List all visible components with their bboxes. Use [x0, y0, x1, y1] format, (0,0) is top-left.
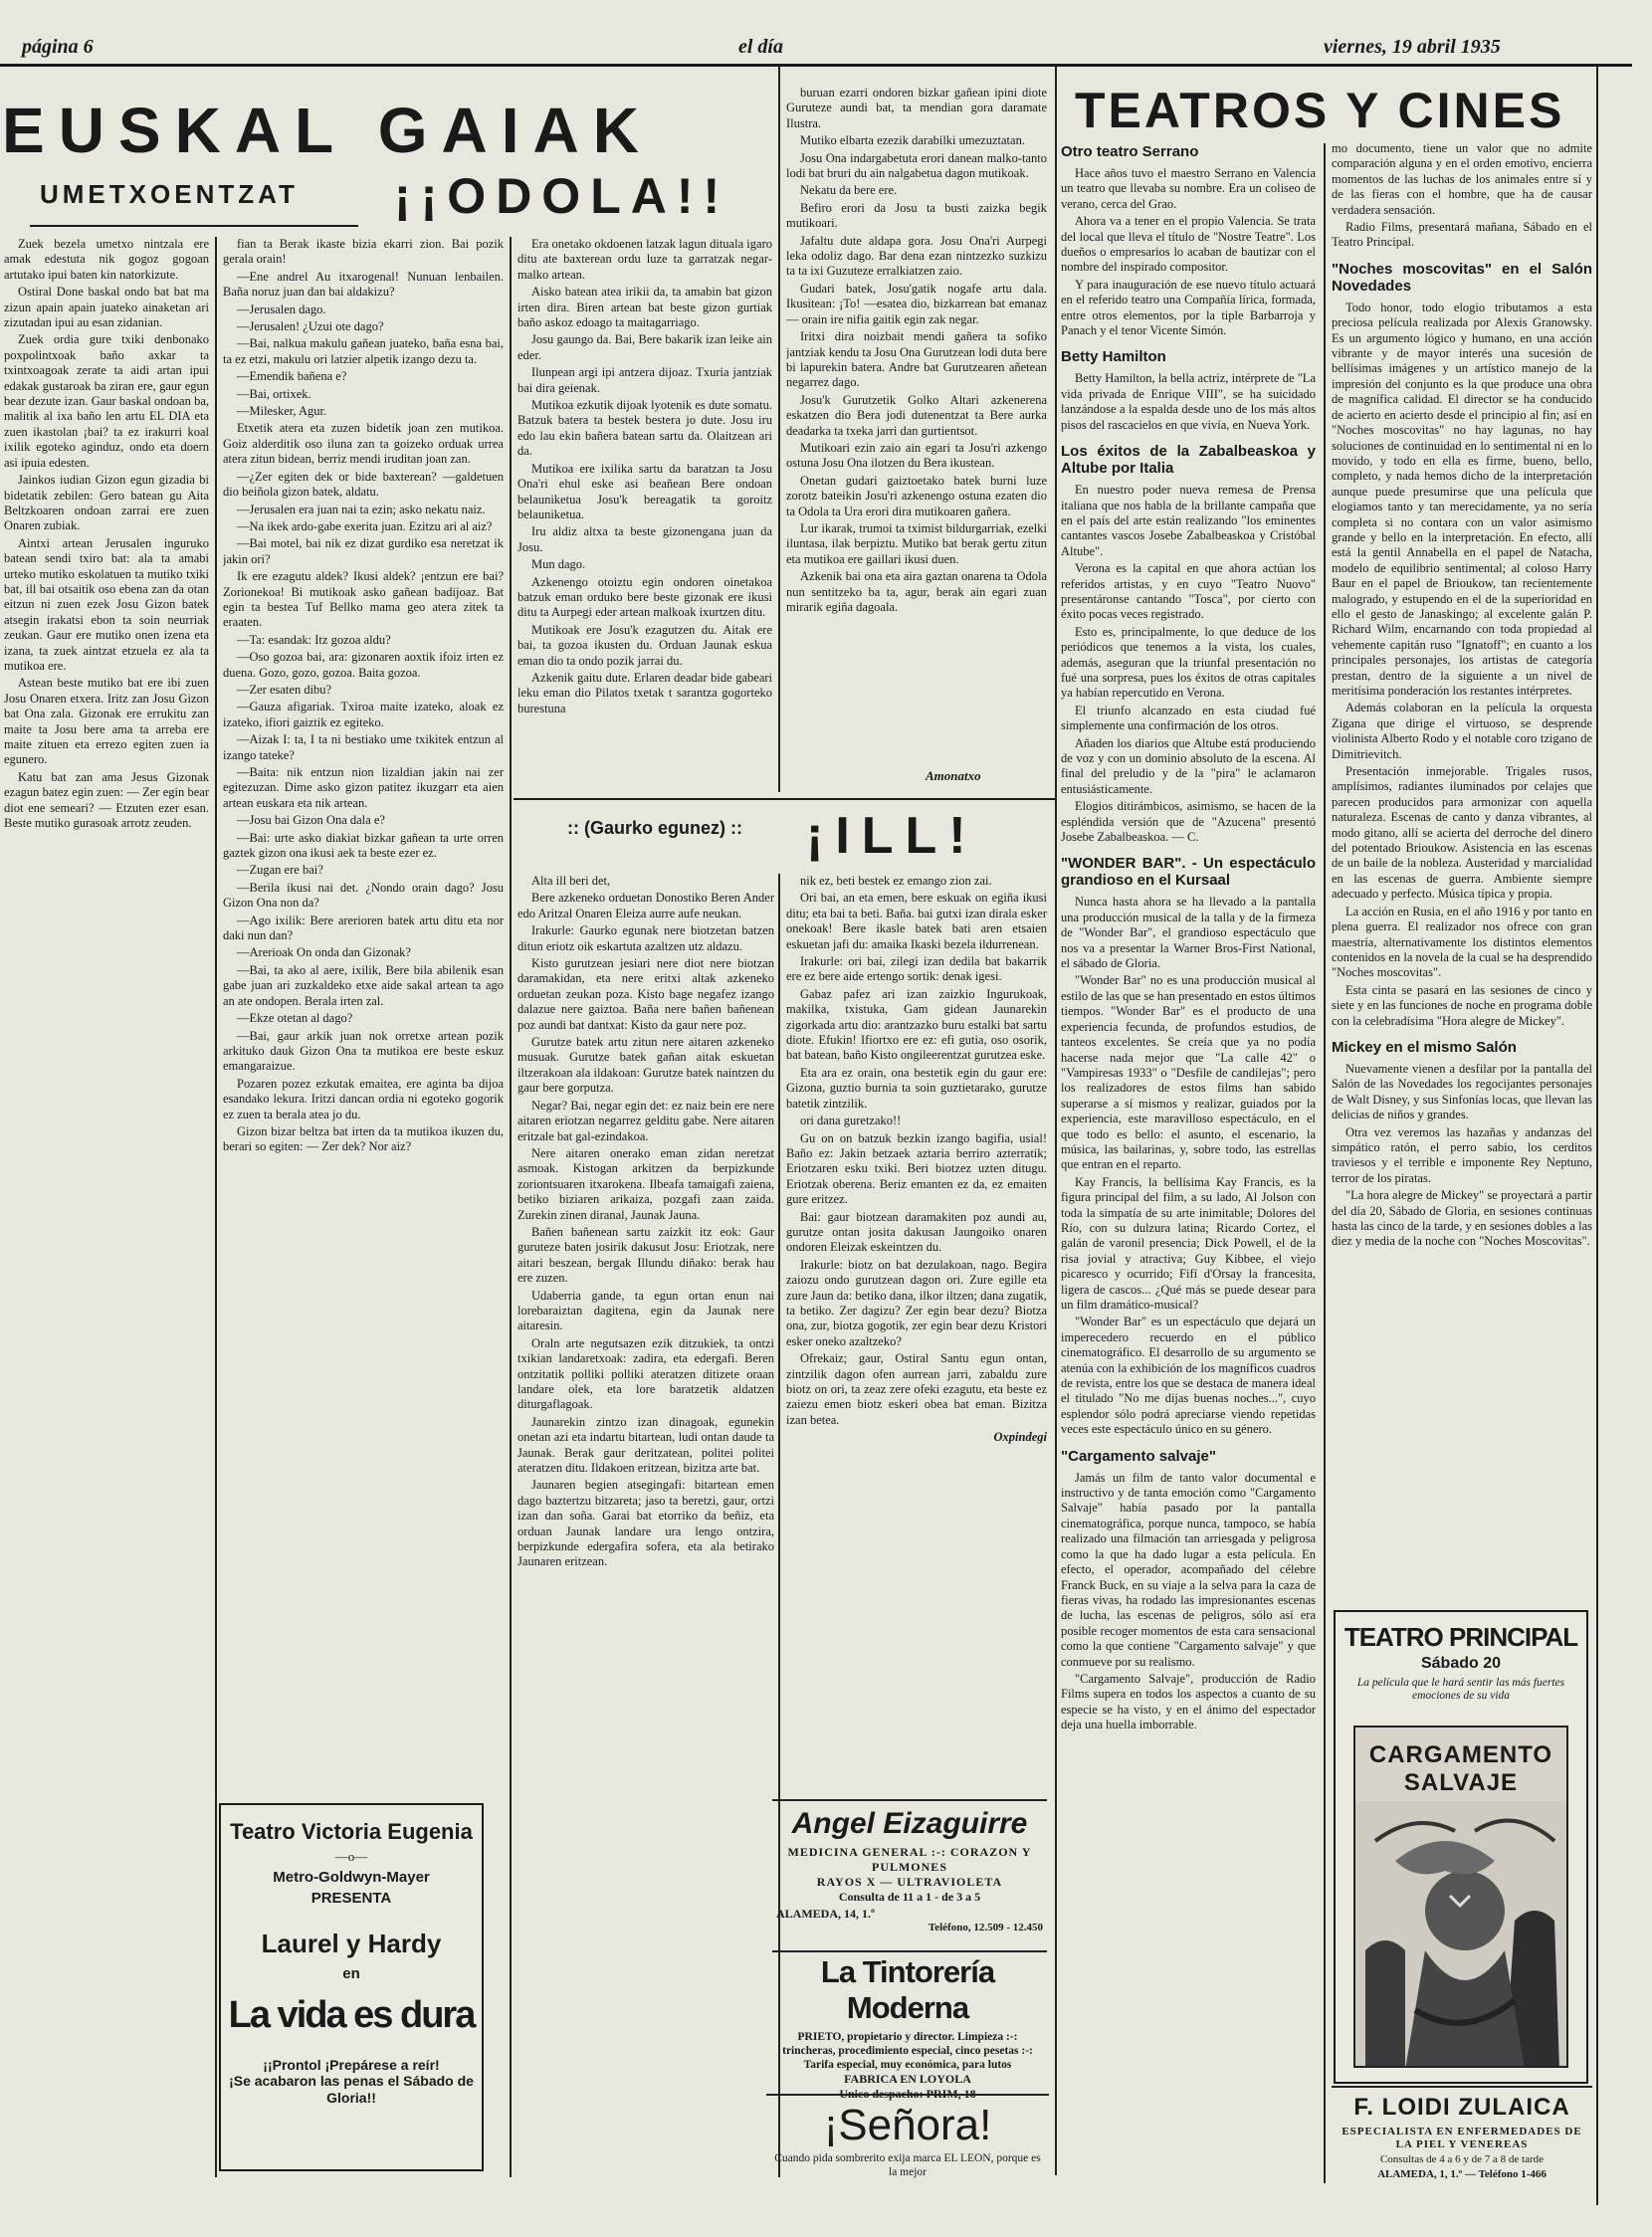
ill-paragraph: Gabaz pafez ari izan zaizkio Ingurukoak, makilka, txistuka, Gam gidean Jaunarekin zigorkada artu dio: arantzazko buru estalki bat sartu diote. Efukin! Ifiortxo ere ez: efi gutia, oso osorik, bat batean, baño Kisto ongileerentzat gurutzea eske.: [786, 986, 1047, 1063]
euskal-paragraph: Ostiral Done baskal ondo bat bat ma zizun apain apain juateko ainaketan ari zizutadan ipui au esan zidanian.: [4, 285, 209, 330]
ad-victoria-studio: Metro-Goldwyn-Mayer: [273, 1869, 430, 1886]
masthead-rule: [0, 64, 1632, 67]
teatros-column-1: [1061, 141, 1316, 2221]
ad-angel-name: Angel Eizaguirre: [791, 1807, 1028, 1840]
ad-victoria-sep: —o—: [334, 1849, 368, 1864]
teatros-paragraph: Esta cinta se pasará en las sesiones de cinco y siete y en las funciones de noche en programa doble con la celebradísima "Hora alegre de Mickey".: [1332, 982, 1592, 1028]
ill-column-2: [786, 874, 1047, 1787]
euskal-paragraph: Gizon bizar beltza bat irten da ta mutikoa ikuzen du, berari so egiten: — Zer dek? Nor aiz?: [223, 1123, 504, 1154]
euskal-paragraph: Befiro erori da Josu ta busti zaizka begik mutikoari.: [786, 200, 1047, 231]
euskal-paragraph: Josu'k Gurutzetik Golko Altari azkenerena eskatzen dio Bera jodi dutenentzat ta Bere aurka deadarka ta txeka jarri dan gurtientsot.: [786, 392, 1047, 438]
euskal-paragraph: Jainkos iudian Gizon egun gizadia bi bidetatik zebilen: Gero batean gu Aita Beltzkoaren ondoan zarrai ere zuen Onaren zubiak.: [4, 473, 209, 533]
teatros-paragraph: El triunfo alcanzado en esta ciudad fué simplemente una confirmación de los otros.: [1061, 703, 1316, 733]
ad-tintoreria-text: PRIETO, propietario y director. Limpieza :-: trincheras, procedimiento especial, cinco pesetas :-: Tarifa especial, muy económica, para lutos: [782, 2031, 1033, 2071]
ill-top-rule: [514, 798, 1055, 800]
euskal-gaiak-title: EUSKAL GAIAK: [2, 95, 653, 166]
euskal-paragraph: —Ta: esandak: Itz gozoa aldu?: [237, 632, 391, 647]
ad-tintoreria: [766, 1954, 1049, 2101]
ill-paragraph: Jaunaren begien atsegingafi: bitartean emen dago baztertzu bitzareta; jaso ta beretzi, gaur, ortzi izan dan soña. Garai bat etorriko da beñiz, eta orduan Jaunak landare ura lengo ontzira, berpizkunde edergafira sofera, eta ala betirako Jaunaren eritzean.: [517, 1478, 774, 1569]
ad-victoria-theatre: Teatro Victoria Eugenia: [230, 1819, 473, 1844]
ad-principal-poster: [1353, 1726, 1568, 2068]
teatros-heading: Betty Hamilton: [1061, 348, 1166, 366]
column-divider: [778, 66, 780, 792]
ill-paragraph: Oraln arte negutsazen ezik ditzukiek, ta ontzi txikian landaretxoak: zadira, eta edergafi. Beren ontzitatik polliki polliki ateratzen ditizete oraan landare olek, eta lore baratzetik aldatzen diturgaflagoak.: [517, 1335, 774, 1412]
ad-principal-film-title: SALVAJE: [1403, 1769, 1519, 1796]
ad-principal-theatre: TEATRO PRINCIPAL: [1343, 1622, 1578, 1652]
teatros-heading: "Noches moscovitas" en el Salón Novedades: [1332, 260, 1592, 295]
ad-senora-title: ¡Señora!: [823, 2101, 992, 2149]
euskal-paragraph: Josu gaungo da. Bai, Bere bakarik izan leike ain eder.: [517, 332, 772, 362]
teatros-paragraph: En nuestro poder nueva remesa de Prensa italiana que nos habla de la brillante campaña que en el país del arte están realizando "los eminentes cantantes vascos Josebe Zabalbeaskoa y Cristóbal Altube".: [1061, 483, 1316, 558]
euskal-paragraph: Lur ikarak, trumoi ta tximist bildurgarriak, ezelki iluntasa, ilak berpiztu. Mutiko bat berak gertu zitun eta mutikoa ere gaillari ikusi duen.: [786, 520, 1047, 566]
euskal-paragraph: —Bai, ta ako al aere, ixilik, Bere bila abilenik esan gabe juan ari zuzkaldeko etxe aide sakal artean ta ago an ate ondopen. Berala irten zal.: [223, 962, 504, 1008]
ad-angel-eizaguirre: [772, 1799, 1047, 1952]
teatros-paragraph: La acción en Rusia, en el año 1916 y por tanto en plena guerra. El realizador nos ofrece con gran maestría, alternativamente los distintos elementos contenidos en la novela de la cual se ha desprendido "Noches moscovitas".: [1332, 904, 1592, 980]
teatros-paragraph: Presentación inmejorable. Trigales rusos, amplísimos, radiantes iluminados por celajes que parecen producidos para armonizar con aquella naturaleza. Escenas de canto y danza vibrantes, al modo gitano, allí se acierta del derroche del dinero del potentado Brioukow. Asistencia en las escenas de un baile de la nobleza. Austeridad y marcialidad en las escenas de guerra. Ambiente siempre adecuado y perfecto. Música típica y propia.: [1332, 764, 1592, 902]
teatros-paragraph: Además colaboran en la película la orquesta Zigana que dirige el virtuoso, se desprende violinista Alberto Rodo y el notable coro tzigano de Dimitrievitch.: [1332, 701, 1592, 761]
teatros-heading: "Cargamento salvaje": [1061, 1447, 1216, 1465]
ad-angel-line: RAYOS X — ULTRAVIOLETA: [816, 1875, 1003, 1889]
euskal-paragraph: Mutikoari ezin zaio ain egari ta Josu'ri azkengo ostuna Josu Ona ilotzen du Bera ikustean.: [786, 440, 1047, 471]
ill-paragraph: Jaunarekin zintzo izan dinagoak, egunekin onetan azi eta indartu bitartean, ludi ontan daude ta Jaunak. Berak gaur deritzatean, politei politei ateratzen ditu. Ildakoen eritzean, bizitza arte bat.: [517, 1414, 774, 1476]
euskal-paragraph: Ilunpean argi ipi antzera dijoaz. Txuria jantziak bai dira geienak.: [517, 365, 772, 395]
jungle-illustration: [1355, 1801, 1566, 2068]
ad-tintoreria-office: Unico despacho: PRIM, 18: [839, 2087, 976, 2101]
teatros-paragraph: "Wonder Bar" es un espectáculo que dejará un imperecedero recuerdo en el público cinematográfico. El desarrollo de su argumento se atenúa con la exhibición de los magníficos cuadros de revista, entre los que se destaca de manera ideal el titulado "No me dijas buenas noches...", cuyo esplendor sólo podrá apreciarse viendo repetidas veces este espectáculo único en su género.: [1061, 1315, 1316, 1437]
page-number: página 6: [22, 36, 94, 58]
euskal-paragraph: —Jerusalen era juan nai ta ezin; asko nekatu naiz.: [237, 502, 486, 516]
euskal-paragraph: —Zugan ere bai?: [237, 863, 323, 878]
teatros-paragraph: Elogios ditirámbicos, asimismo, se hacen de la espléndida versión que de "Azucena" presentó Josebe Zabalbeaskoa. — C.: [1061, 799, 1316, 845]
newspaper-name: el día: [738, 36, 783, 58]
teatros-paragraph: Y para inauguración de ese nuevo título actuará en el referido teatro una Compañía lírica, formada, entre otros elementos, por la tiple Barbarroja y Panach y el tenor Vicente Simón.: [1061, 277, 1316, 338]
teatros-paragraph: Otra vez veremos las hazañas y andanzas del simpático ratón, el perro sabio, los cerditos traviesos y el terrible e imponente Rey Neptuno, terror de los piratas.: [1332, 1124, 1592, 1185]
euskal-paragraph: Pozaren pozez ezkutak emaitea, ere aginta ba dijoa esandako lekura. Iritzi dancan ordia ni egoteko gogorik ez zuen ta berala atea jo du.: [223, 1076, 504, 1121]
euskal-paragraph: fian ta Berak ikaste bizia ekarri zion. Bai pozik gerala orain!: [223, 237, 504, 267]
teatros-paragraph: Nunca hasta ahora se ha llevado a la pantalla una producción musical de la talla y de la firmeza de "Wonder Bar", el grandioso espectáculo que nos va a presentar la Warner Bros-First National, el sábado de Gloria.: [1061, 895, 1316, 971]
ad-angel-phone: Teléfono, 12.509 - 12.450: [928, 1922, 1043, 1933]
euskal-paragraph: Mun dago.: [531, 557, 586, 572]
ill-paragraph: Alta ill beri det,: [531, 874, 611, 888]
euskal-paragraph: Nekatu da bere ere.: [800, 183, 898, 198]
euskal-paragraph: Era onetako okdoenen latzak lagun dituala igaro ditu ate baxterean ordu luze ta garratzak negar-malko artean.: [517, 237, 772, 282]
euskal-paragraph: —Jerusalen! ¿Uzui ote dago?: [237, 319, 384, 334]
ad-tintoreria-factory: FABRICA EN LOYOLA: [844, 2072, 971, 2086]
gaurko-egunez-label: :: (Gaurko egunez) ::: [567, 818, 742, 838]
euskal-paragraph: Ik ere ezagutu aldek? Ikusi aldek? ¡entzun ere bai? Zorionekoa! Bi mutikoak asko gañean badijoaz. Bat egin ta bestea Tuf Bellko mama geo atera zitek ta eraaten.: [223, 569, 504, 630]
euskal-paragraph: Mutikoak ere Josu'k ezagutzen du. Aitak ere bai, ta gozoa ikusten du. Orduan Jaunak eskua eman dio ta ondo pozik jarrai du.: [517, 622, 772, 668]
teatros-paragraph: Hace años tuvo el maestro Serrano en Valencia un teatro que llevaba su nombre. Era un coliseo de verano, cerca del Grao.: [1061, 166, 1316, 211]
euskal-paragraph: —Milesker, Agur.: [237, 404, 327, 419]
issue-date: viernes, 19 abril 1935: [1324, 36, 1501, 58]
euskal-paragraph: Zuek bezela umetxo nintzala ere amak edestuta nik gogoz gogoan artutako ipui baten kin natorkizute.: [4, 237, 209, 282]
euskal-paragraph: Iritxi dira noizbait mendi gañera ta sofiko jantziak kendu ta Josu Ona Gurutzean lodi duta bere bi lapurekin batera. Andre bat Gurutzearen añetean negarrez dago.: [786, 329, 1047, 390]
euskal-paragraph: —Jerusalen dago.: [237, 302, 326, 316]
ill-paragraph: Gu on on batzuk bezkin izango bagifia, usial! Baño ez: Jakin betzaek aztaria berriro azterratik; Eriotzaren esku txiki. Beri biotzez uzten ditugu. Eriotzak oberena. Beriz emanten ez da, ez emaiten gure eritzez.: [786, 1130, 1047, 1207]
ill-signature: Oxpindegi: [993, 1430, 1047, 1445]
ill-paragraph: nik ez, beti bestek ez emango zion zai.: [800, 874, 992, 888]
column-divider: [1324, 143, 1326, 2183]
teatros-heading: "WONDER BAR". - Un espectáculo grandioso en el Kursaal: [1061, 855, 1316, 890]
ad-victoria-en: en: [342, 1965, 360, 1982]
euskal-paragraph: —Bai: urte asko diakiat bizkar gañean ta urte orren gaztek gizon ona ikusi aek ta beste ezer ez.: [223, 830, 504, 861]
euskal-paragraph: Astean beste mutiko bat ere ibi zuen Josu Onaren etxera. Iritz zan Josu Gizon bat Ona zala. Gizonak ere errukitu zan maite ta Josu bere ama ta arreba ere maite zituen eta errezo egiten zuen ia egunero.: [4, 676, 209, 767]
ad-senora-text: Cuando pida sombrerito exija marca EL LEON, porque es la mejor: [774, 2152, 1041, 2178]
teatros-paragraph: Añaden los diarios que Altube está produciendo de voz y con un dominio absoluto de la escena. Al final del preludio y de la "pira" le aclamaron entusiásticamente.: [1061, 735, 1316, 796]
ad-principal-tagline: La película que le hará sentir las más fuertes emociones de su vida: [1356, 1677, 1565, 1702]
teatros-title: TEATROS Y CINES: [1075, 83, 1565, 138]
euskal-paragraph: —Aizak I: ta, I ta ni bestiako ume txikitek entzun al izango tateke?: [223, 732, 504, 762]
signature: Amonatxo: [926, 768, 981, 783]
ad-victoria-presents: PRESENTA: [310, 1890, 392, 1907]
ill-paragraph: Eta ara ez orain, ona bestetik egin du gaur ere: Gizona, guztio burnia ta soin guztietarako, gurutze batetik zintzilik.: [786, 1065, 1047, 1111]
euskal-paragraph: —¿Zer egiten dek or bide baxterean? —galdetuen dio beiñola gizon batek, aldatu.: [223, 469, 504, 500]
euskal-paragraph: —Emendik bañena e?: [237, 369, 347, 384]
ad-loidi-specialty: ESPECIALISTA EN ENFERMEDADES DE LA PIEL Y VENEREAS: [1342, 2126, 1582, 2150]
euskal-paragraph: —Bai, gaur arkik juan nok orretxe artean pozik arkituko dauk Gizon Ona ta mutikoa ere beste eskuz emangaraizue.: [223, 1028, 504, 1074]
euskal-paragraph: —Ekze otetan al dago?: [237, 1011, 353, 1026]
euskal-paragraph: Mutikoa ezkutik dijoak lyotenik es dute somatu. Batzuk batera ta bestek bestera jo dute. Josu iru edo lau ekin bañera batean sartu da. Olaitzean ari da.: [517, 398, 772, 459]
euskal-paragraph: —Bai motel, bai nik ez dizat gurdiko esa neretzat ik jakin ori?: [223, 536, 504, 566]
ill-paragraph: Irakurle: ori bai, zilegi izan dedila bat bakarrik ere ez bere aide ertengo sortik: denak igesi.: [786, 954, 1047, 984]
euskal-paragraph: —Zer esaten dibu?: [237, 682, 332, 697]
euskal-paragraph: Iru aldiz altxa ta beste gizonengana juan da Josu.: [517, 524, 772, 554]
teatros-paragraph: Radio Films, presentará mañana, Sábado en el Teatro Principal.: [1332, 220, 1592, 250]
euskal-paragraph: Zuek ordia gure txiki denbonako poxpolintxoak baño axkar ta txintxoagoak zerate ta aidi artan ipui edakak gustaroak ba ziran ere, gaur egun bear dezute izan. Gaur baskal ondoan ba, malitik al ixa baño len artu EL DIA eta zuen ikastolan ¡bai? ta ez irakurri koal ixilik egoteko aginduz, ondo eta doern asi ipuia edesten.: [4, 332, 209, 470]
euskal-column-4: [786, 86, 1047, 762]
teatros-paragraph: "La hora alegre de Mickey" se proyectará a partir del día 20, Sábado de Gloria, en sesiones continuas hasta las cinco de la tarde, y en sesiones dobles a las diez y media de la noche con "Noches Moscovitas".: [1332, 1188, 1592, 1249]
ill-paragraph: Negar? Bai, negar egin det: ez naiz bein ere nere aitaren eriotzan negarrez gelditu gabe. Nere aitaren eritzale bat gal-ezindakoa.: [517, 1098, 774, 1143]
ad-teatro-principal: [1334, 1610, 1588, 2084]
ad-angel-address: ALAMEDA, 14, 1.º: [776, 1907, 875, 1921]
ill-paragraph: Irakurle: biotz on bat dezulakoan, nago. Begira zaiozu ondo gurutzean dagon ori. Zure egille eta zure Jaun da: betiko dana, ilkor iltzen; dana zugatik, ta betiko. Zer dagizu? Zer egin bear dezu? Biotza ona, zur, biotza gogotik, zer egin bear dezu Kristori esker oneko azaltzeko?: [786, 1257, 1047, 1348]
teatros-paragraph: Todo honor, todo elogio tributamos a esta preciosa película realizada por Alexis Granowsky. Es un argumento lógico y humano, en una acción vibrante y de mayor interés una sucesión de bellísimas imágenes y un artístico manejo de la impresión del conjunto es la que produce una obra de magnífica calidad. El director se ha conducido de acierto en acierto desde el principio al fin; así en "Noches moscovitas" no hay lagunas, no hay soluciones de continuidad en lo sentimental ni en lo movido, y todo en ella es firme, bueno, bello, completo, y nada hemos dicho de la interpretación aunque puede presumirse que una película que elogiamos tanto y tan merecidamente, ya no sería completa si no contara con un valor asimismo grande y bello en la interpretación. En efecto, allí está la gentil Annabella en el papel de Natacha, modelo de equilibrio sentimental; al coloso Harry Baur en el papel de Brioukow, tan recientemente malogrado, y estupendo en el de la superioridad en ello el gesto de Janaskingo; al excelente galán P. Richard Wilm, encarnando con toda propiedad al vehemente capitán ruso "Ignatoff"; en cuanto a los principales personajes, los artistas de categoría prestan, dentro de la siguiente a un nivel de meritísima ponderación los restantes intérpretes.: [1332, 300, 1592, 698]
ad-senora: [766, 2102, 1049, 2201]
teatros-paragraph: Betty Hamilton, la bella actriz, intérprete de "La vida privada de Enrique VIII", se ha suicidado lanzándose a la espalda desde uno de los más altos pisos del rascacielos en que vivía, en Nueva York.: [1061, 371, 1316, 432]
euskal-paragraph: —Gauza afigariak. Txiroa maite izateko, aloak ez izateko, ifiori gaiztik ez egiteko.: [223, 700, 504, 729]
ill-paragraph: Bai: gaur biotzean daramakiten poz aundi au, gurutze ontan josita dakusan Jaungoiko onaren ondoren Eleizak eskeintzen du.: [786, 1209, 1047, 1255]
ill-title: ¡ILL!: [806, 807, 978, 865]
ill-paragraph: ori dana guretzako!!: [800, 1114, 902, 1128]
ad-victoria-film: La vida es dura: [228, 1994, 475, 2036]
teatros-paragraph: Verona es la capital en que ahora actúan los referidos artistas, y en cuyo "Teatro Nuovo" presentáronse cantando "Tosca", por cierto con éxito pocas veces registrado.: [1061, 561, 1316, 622]
ad-angel-line: MEDICINA GENERAL :-: CORAZON Y PULMONES: [787, 1845, 1032, 1874]
euskal-paragraph: Aintxi artean Jerusalen inguruko batean sendi txiro bat: ala ta amabi urteko mutiko eskolatuen ta mutiko txiki bat, ill bai otsaitik oso ebena zan da otan eitzun ni zuen ezek Josu Gizon batek atsegin irakatsi ebon ta soin neurriak zeukan. Gaur ere mutiko onen izena eta izana, ta zuek aintzat etzuela ez ala ta mutikoa ere.: [4, 535, 209, 673]
ill-paragraph: Ofrekaiz; gaur, Ostiral Santu egun ontan, zintzilik dagon ofen aurrean jarri, zabaldu zure biotz on ori, ta zeaz zere ofeki ezagutu, eta beste ez zaiezu emen biotz eskeri obea bat eman. Bizitza izan betea.: [786, 1351, 1047, 1427]
ad-principal-day: Sábado 20: [1420, 1655, 1502, 1672]
ad-angel-line: Consulta de 11 a 1 - de 3 a 5: [838, 1890, 981, 1904]
euskal-paragraph: —Na ikek ardo-gabe exerita juan. Ezitzu ari al aiz?: [237, 518, 493, 533]
euskal-paragraph: Jafaltu dute aldapa gora. Josu Ona'ri Aurpegi leka odoliz dago. Bar dena ezan nintzezko suzkizu ta ta ixi Guzuteze erralkiatzen zaio.: [786, 233, 1047, 279]
column-divider: [1055, 66, 1057, 2175]
euskal-paragraph: —Arerioak On onda dan Gizonak?: [237, 945, 411, 960]
euskal-paragraph: —Ago ixilik: Bere arerioren batek artu ditu eta nor daki nun dan?: [223, 913, 504, 943]
teatros-paragraph: Jamás un film de tanto valor documental e instructivo y de tanta emoción como "Cargamento Salvaje" había pasado por la pantalla cinematográfica, porque nunca, tampoco, se había realizado una filmación tan arriesgada y peligrosa como la que ha dado lugar a esta película. En efecto, el operador, acompañado del célebre Franck Buck, en su viaje a la selva para la caza de fieras vivas, ha rodado las impresionantes escenas de lucha, las escenas de peligros, sólo así era posible recoger momentos de esta cara sensacional como la que contiene "Cargamento salvaje" y que conmueve por su realismo.: [1061, 1470, 1316, 1669]
teatros-heading: Los éxitos de la Zabalbeaskoa y Altube por Italia: [1061, 443, 1316, 478]
ad-victoria-tagline: ¡¡Prontol ¡Prepárese a reír!: [263, 2057, 440, 2073]
euskal-paragraph: Aisko batean atea irikii da, ta amabin bat gizon irten dira. Biren artean bat beste gizon gurtiak baño askoz edoago ta maitagarriago.: [517, 285, 772, 330]
teatros-paragraph: "Cargamento Salvaje", producción de Radio Films supera en todos los aspectos a cuanto de su especie se ha visto, y en el ánimo del espectador deja una huella imborrable.: [1061, 1671, 1316, 1732]
euskal-paragraph: —Josu bai Gizon Ona dala e?: [237, 813, 385, 828]
teatros-paragraph: Esto es, principalmente, lo que deduce de los periódicos que tenemos a la vista, los cuales, además, aseguran que la triunfal presentación no fué una sorpresa, pues los éxitos de otras capitales ya habían repercutido en Verona.: [1061, 624, 1316, 701]
ill-paragraph: Irakurle: Gaurko egunak nere biotzetan batzen ditun eriotz oik eskartuta azaltzen utz aldazu.: [517, 923, 774, 953]
column-divider: [215, 237, 217, 2177]
ad-victoria-stars: Laurel y Hardy: [261, 1929, 442, 1958]
ad-tintoreria-name: La Tintorería Moderna: [820, 1954, 995, 2025]
ad-victoria-tagline: ¡Se acabaron las penas el Sábado de Gloria!!: [229, 2073, 474, 2106]
ad-teatro-victoria-eugenia: [219, 1803, 484, 2171]
ad-principal-film-title: CARGAMENTO: [1368, 1741, 1553, 1768]
euskal-paragraph: Azkenengo otoiztu egin ondoren oinetakoa batzuk eman orduko bere beste gizonak ere ikusi ditu ta Aurpegi eder artean malkoak ixurtzen ditu.: [517, 574, 772, 620]
odola-title: ¡¡ODOLA!!: [394, 168, 730, 224]
euskal-paragraph: —Ene andrel Au itxarogenal! Nunuan lenbailen. Baña noruz juan dan bai aldakizu?: [223, 269, 504, 300]
ad-loidi-hours: Consultas de 4 a 6 y de 7 a 8 de tarde: [1379, 2153, 1545, 2165]
euskal-column-3: [517, 237, 772, 794]
euskal-paragraph: buruan ezarri ondoren bizkar gañean ipini diote Guruteze aundi bat, ta mendian gora daramate Ilustra.: [786, 86, 1047, 130]
euskal-column-2: [223, 237, 504, 1799]
ill-paragraph: Gurutze batek artu zitun nere aitaren azkeneko musuak. Gurutze batek gañan aitak eskuetan iltzerakoan ala ildakoan: Gurutze batek naintzen du gaur bere gorputza.: [517, 1035, 774, 1096]
euskal-paragraph: Mutikoa ere ixilika sartu da baratzan ta Josu Ona'ri ehul eske asi beañean Bere ondoan belauniketua Josu'k bereagatik ta goroitz belauniketua.: [517, 461, 772, 521]
teatros-heading: Mickey en el mismo Salón: [1332, 1038, 1517, 1056]
euskal-paragraph: Azkenik bai ona eta aira gaztan onarena ta Odola nun sentitzeko ba ta, agur, berak ain egari zuan mirarik egiña dagoala.: [786, 569, 1047, 614]
teatros-paragraph: mo documento, tiene un valor que no admite comparación alguna y en el orden emotivo, encierra momentos de las luchas de los animales entre sí y de las fieras con el hombre, que ha de causar verdadera sensación.: [1332, 141, 1592, 217]
column-divider: [510, 237, 512, 2177]
umetxoentzat-label: UMETXOENTZAT: [40, 179, 299, 209]
ad-loidi-address: ALAMEDA, 1, 1.º — Teléfono 1-466: [1377, 2168, 1547, 2180]
ill-paragraph: Bañen bañenean sartu zaizkit itz eok: Gaur guruteze baten josirik dakusut Josu: Eriotzak, nere aitari beszean, bergak Illundu diñako: berak hau ere zuzen.: [517, 1224, 774, 1286]
teatros-heading: Otro teatro Serrano: [1061, 143, 1199, 160]
euskal-paragraph: Etxetik atera eta zuzen bidetik joan zen mutikoa. Goiz alderditik oso iluna zan ta goizeko orduak urrea atera zitun bidean, berriz mendi iruditan joan zan.: [223, 421, 504, 467]
euskal-paragraph: Gudari batek, Josu'gatik nogafe artu dala. Ikusitean: ¡To! —esatea dio, bizkarrean bat emanaz— orain ire nifia gaitik egin zak negar.: [786, 281, 1047, 326]
ill-paragraph: Ori bai, an eta emen, bere eskuak on egiña ikusi ditu; eta bai ta beti. Baña. bai gutxi izan dirala esker onekoak! Bere ikasle batek bati aren etsaien eskuetan jafi du: amaika Ikaski bezela ildurrenean.: [786, 891, 1047, 951]
ill-paragraph: Kisto gurutzean jesiari nere diot nere biotzan daramakidan, eta nere eritxi altak azkeneko orduetan zeukan poza. Kisto bage negafez izango dalazue nere gaiztoa. Baña nere bañen bañenean poz aundi bat dantxat: Kisto da gaur nere poz.: [517, 956, 774, 1032]
teatros-paragraph: Ahora va a tener en el propio Valencia. Se trata del local que lleva el título de "Nostre Teatre". Los dueños o empresarios lo acaban de bautizar con el nombre del inspirado compositor.: [1061, 214, 1316, 275]
ad-loidi-name: F. LOIDI ZULAICA: [1353, 2094, 1570, 2121]
ill-paragraph: Udaberria gande, ta egun ortan enun nai lorebaraiztan dagitena, egin da Jaunak nere aitaresin.: [517, 1288, 774, 1333]
euskal-paragraph: Mutiko elbarta ezezik darabilki umezuztatan.: [800, 133, 1025, 148]
page-right-border: [1596, 66, 1598, 2205]
ill-paragraph: Nere aitaren onerako eman zidan neretzat asmoak. Kistogan arkitzen da berpizkunde zoriontsuaren itxarokena. Ilbeafa tamaigafi zaiena, betiko biziaren arikaiza, pozgafi zaan zaida. Zurekin zinen diranal, Jaunak Jauna.: [517, 1145, 774, 1222]
teatros-paragraph: "Wonder Bar" no es una producción musical al estilo de las que se han presentado en estos últimos tiempos. "Wonder Bar" es el producto de una experiencia fecunda, de profundos estudios, de tanteos excelentes. Se creía que ya no podía hacerse nada mejor que "La calle 42" o "Vampiresas 1933" o "Desfile de candilejas"; pero los realizadores de estos films han sabido superarse a sí mismos y realizar, guiados por la experiencia, este maravilloso espectáculo, en el que todo es bello: el asunto, el escenario, la música, las bailarinas, y, sobre todo, las estrellas que entran en el reparto.: [1061, 973, 1316, 1172]
teatros-paragraph: Nuevamente vienen a desfilar por la pantalla del Salón de las Novedades los regocijantes personajes de Walt Disney, y sus Sinfonías locas, que llevan las delicias de niños y grandes.: [1332, 1061, 1592, 1122]
ad-loidi-zulaica: [1332, 2086, 1592, 2227]
euskal-paragraph: Azkenik gaitu dute. Erlaren deadar bide gabeari leku eman dio Pilatos txetak t sarantza gogorteko burestuna: [517, 670, 772, 715]
euskal-paragraph: —Bai, nalkua makulu gañean juateko, baña esna bai, ta ez etzi, makulu ori latzier alpetik izango dezu ta.: [223, 336, 504, 366]
euskal-paragraph: —Berila ikusi nai det. ¿Nondo orain dago? Josu Gizon Ona non da?: [223, 880, 504, 911]
ill-paragraph: Bere azkeneko orduetan Donostiko Beren Ander edo Aritzal Onaren Eleiza aurre aufe neukan.: [517, 891, 774, 920]
euskal-paragraph: Katu bat zan ama Jesus Gizonak ezagun batez egin zuen: — Zer egin bear diot ene semeari? — Etzuten ezer esan. Beste mutiko gurasoak arrotz zeuden.: [4, 769, 209, 831]
euskal-paragraph: —Oso gozoa bai, ara: gizonaren aoxtik ifoiz irten ez duena. Gozo, gozo, gozoa. Baita gozoa.: [223, 650, 504, 680]
euskal-column-1: [4, 237, 209, 1829]
euskal-title-rule: [30, 225, 358, 227]
euskal-paragraph: —Baita: nik entzun nion lizaldian jakin nai zer egitezuzan. Dime asko gizon patitez ikuzgarr eta aien artean euskara eta nik artean.: [223, 765, 504, 810]
euskal-paragraph: Josu Ona indargabetuta erori danean malko-tanto lodi bat bruri du ain nalgabetua dagon mutikoak.: [786, 150, 1047, 181]
euskal-paragraph: —Bai, ortixek.: [237, 386, 311, 401]
euskal-paragraph: Onetan gudari gaiztoetako batek burni luze zorotz bateikin Josu'ri azkenengo ostuna ezaten dio ta Odola ta Ura erori dira mutikoaren gañera.: [786, 473, 1047, 518]
teatros-paragraph: Kay Francis, la bellísima Kay Francis, es la figura principal del film, a su lado, Al Jolson con toda la simpatía de su arte inimitable; Dolores del Río, con su dulzura latina; Ricardo Cortez, el galán de varonil presencia; Dick Powell, el de la risa jovial y atractiva; Guy Kibbee, el viejo picaresco y ocurrido; Fifí d'Orsay la francesita, ligera de cascos... ¿Qué más se puede desear para un film dramático-musical?: [1061, 1174, 1316, 1312]
teatros-column-2: [1332, 141, 1592, 1604]
ill-column-1: [517, 874, 774, 2177]
